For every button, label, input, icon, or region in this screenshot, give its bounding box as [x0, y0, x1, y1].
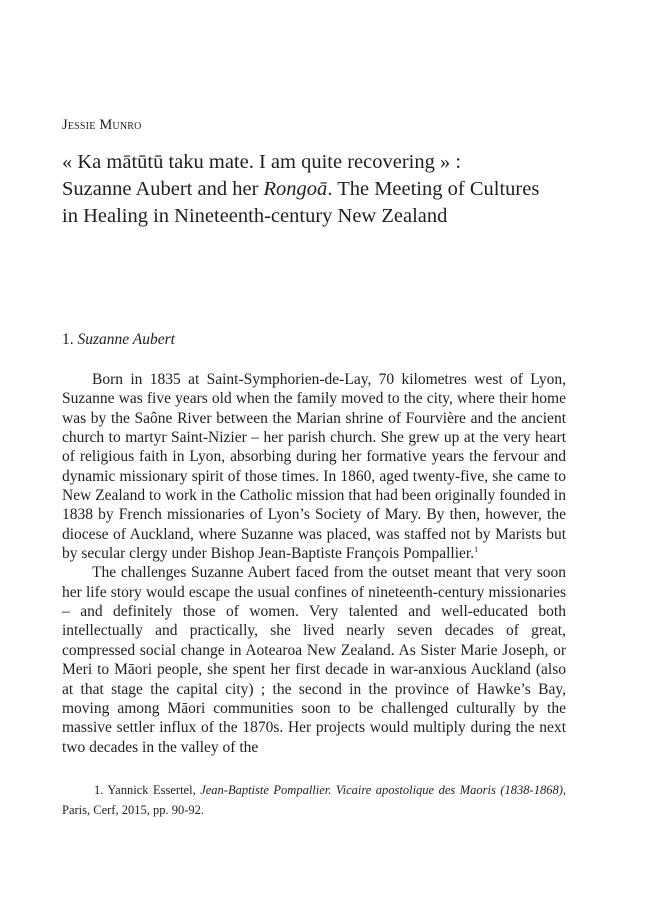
body-text — [62, 370, 566, 757]
footnote-author: Yannick Essertel, — [107, 783, 201, 797]
paragraph-1-text: Born in 1835 at Saint-Symphorien-de-Lay, 70 kilometres west of Lyon, Suzanne was five years old when the family moved to the city, where their home was by the Saône River between the Marian shrine of Fourvière and the ancient church to martyr Saint-Nizier – her parish church. She grew up at the very heart of religious faith in Lyon, absorbing during her formative years the fervour and dynamic missionary spirit of those times. In 1860, aged twenty-five, she came to New Zealand to work in the Catholic mission that had been originally founded in 1838 by French missionaries of Lyon’s Society of Mary. By then, however, the diocese of Auckland, where Suzanne was placed, was staffed not by Marists but by secular clergy under Bishop Jean-Baptiste François Pompallier. — [62, 371, 566, 563]
section-title: Suzanne Aubert — [77, 331, 175, 348]
title-line-2 — [62, 176, 602, 203]
author-name: Jessie Munro — [62, 117, 142, 133]
title-line-2-end: . The Meeting of Cultures — [327, 178, 540, 200]
section-number: 1. — [62, 331, 78, 348]
section-heading — [62, 331, 175, 349]
article-title — [62, 149, 602, 230]
title-line-2-start: Suzanne Aubert and her — [62, 178, 264, 200]
title-line-1: « Ka mātūtū taku mate. I am quite recovering » : — [62, 151, 462, 173]
footnote-title: Jean-Baptiste Pompallier. Vicaire apostolique des Maoris (1838-1868) — [200, 783, 563, 797]
paragraph-2: The challenges Suzanne Aubert faced from the outset meant that very soon her life story would escape the usual confines of nineteenth-century missionaries – and definitely those of women. Very talented and well-educated both intellectually and practically, she lived nearly seven decades of great, compressed social change in Aotearoa New Zealand. As Sister Marie Joseph, or Meri to Māori people, she spent her first decade in war-anxious Auckland (also at that stage the capital city) ; the second in the province of Hawke’s Bay, moving among Māori communities soon to be challenged culturally by the massive settler influx of the 1870s. Her projects would multiply during the next two decades in the valley of the — [62, 564, 566, 756]
title-line-3: in Healing in Nineteenth-century New Zealand — [62, 205, 448, 227]
footnote-ref[interactable]: 1 — [474, 544, 479, 554]
title-italic-term: Rongoā — [263, 178, 328, 200]
footnote — [62, 781, 566, 820]
footnote-number: 1. — [94, 783, 108, 797]
footnote-publication: , Paris, Cerf, 2015, pp. 90-92. — [62, 783, 566, 817]
paragraph-1 — [62, 370, 566, 563]
